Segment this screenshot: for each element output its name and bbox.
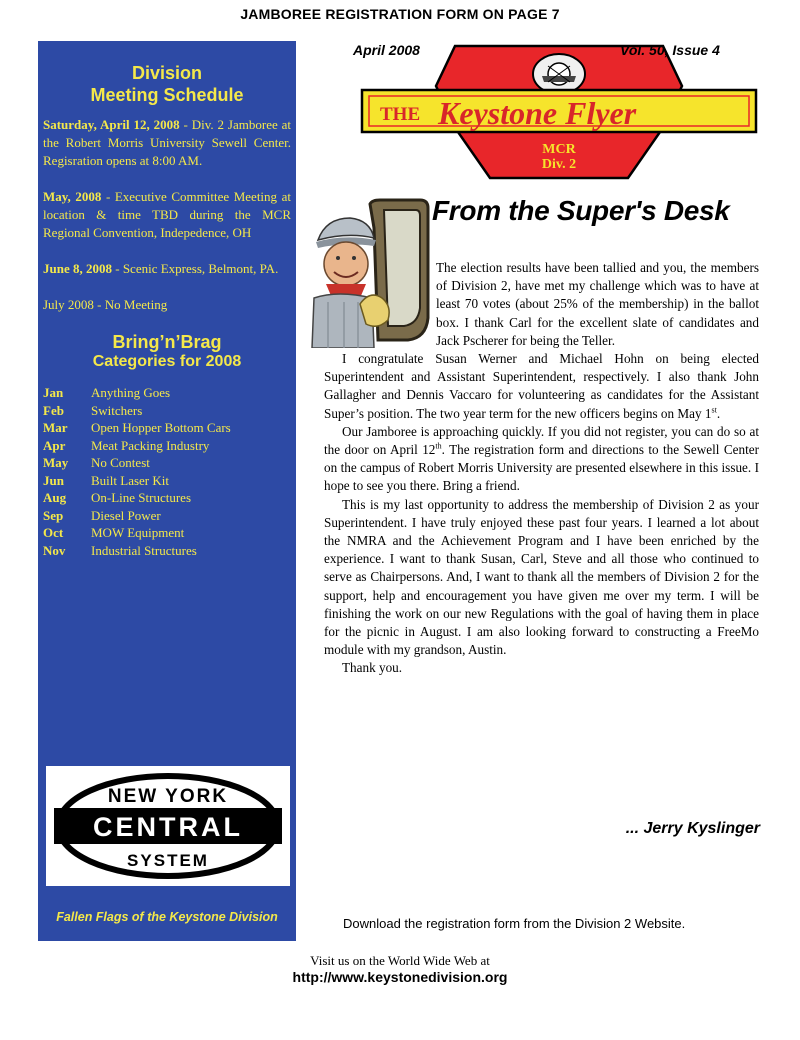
author-signature: ... Jerry Kyslinger <box>625 820 760 837</box>
svg-text:Div. 2: Div. 2 <box>541 157 577 172</box>
svg-text:SYSTEM: SYSTEM <box>127 851 209 870</box>
article-paragraph: Our Jamboree is approaching quickly. If you did not register, you can do so at the door on April 12th. The registration form and directions to the Sewell Center on the campus of Robert Morris University are presented elsewhere in this issue. I hope to see you there. Bring a friend. <box>324 423 759 494</box>
download-note: Download the registration form from the Division 2 Website. <box>343 916 686 931</box>
meeting-item: July 2008 - No Meeting <box>43 297 168 312</box>
meeting-item: Saturday, April 12, 2008 - Div. 2 Jamboree at the Robert Morris University Sewell Center. Regisration opens at 8:00 AM. <box>43 117 292 168</box>
keystone-flyer-masthead <box>360 40 760 185</box>
category-row: May No Contest <box>43 455 150 470</box>
schedule-heading: Division Meeting Schedule <box>90 63 244 105</box>
registration-banner: JAMBOREE REGISTRATION FORM ON PAGE 7 <box>240 6 560 22</box>
svg-text:Keystone Flyer: Keystone Flyer <box>438 95 637 131</box>
svg-text:CENTRAL: CENTRAL <box>93 812 243 842</box>
svg-text:THE: THE <box>380 104 421 125</box>
category-row: Apr Meat Packing Industry <box>43 437 210 453</box>
category-list <box>38 384 296 559</box>
category-row: Mar Open Hopper Bottom Cars <box>43 420 231 435</box>
article-body <box>324 259 759 678</box>
issue-volume: Vol. 50, Issue 4 <box>620 42 720 58</box>
nyc-logo-icon <box>50 770 286 882</box>
sidebar <box>38 41 296 941</box>
category-row: Sep Diesel Power <box>43 507 161 523</box>
article-title: From the Super's Desk <box>432 195 730 226</box>
article-paragraph: This is my last opportunity to address the membership of Division 2 as your Superintendent. I have truly enjoyed these past four years. I learned a lot about the NMRA and the Achievement Program and I have been enriched by the experience. I want to thank Susan, Carl, Steve and all those who continued to serve as Chairpersons. And, I want to thank all the members of Division 2 for the support, help and encouragement you have given me over my term. I will be finishing the work on our new Regulations with the goal of having them in place for the picnic in August. I am also looking forward to constructing a FreeMo module with my grandson, Austin. <box>324 496 759 658</box>
category-row: Feb Switchers <box>43 402 143 418</box>
logo-caption: Fallen Flags of the Keystone Division <box>56 910 278 924</box>
issue-date: April 2008 <box>353 42 420 58</box>
website-link[interactable]: http://www.keystonedivision.org <box>292 969 508 985</box>
category-row: Oct MOW Equipment <box>43 525 185 540</box>
category-row: Jun Built Laser Kit <box>43 472 169 488</box>
category-row: Nov Industrial Structures <box>43 542 197 558</box>
article-paragraph: Thank you. <box>342 660 403 676</box>
meeting-list <box>38 106 296 314</box>
bring-n-brag-subheading: Categories for 2008 <box>92 353 242 370</box>
meeting-item: May, 2008 - Executive Committee Meeting at location & time TBD during the MCR Regional Convention, Indepedence, OH <box>43 189 291 240</box>
svg-text:MCR: MCR <box>542 142 576 157</box>
meeting-item: June 8, 2008 - Scenic Express, Belmont, PA. <box>43 261 279 276</box>
keystone-logo-icon <box>360 40 760 185</box>
svg-text:NEW YORK: NEW YORK <box>107 786 229 807</box>
bring-n-brag-heading: Bring’n’Brag <box>112 332 222 352</box>
category-row: Aug On-Line Structures <box>43 490 192 505</box>
article-paragraph: I congratulate Susan Werner and Michael Hohn on being elected Superintendent and Assistant Superintendent, respectively. I also thank John Gallagher and Dennis Vaccaro for volunteering as candidates for the Assistant Super’s position. The two year term for the new officers begins on May 1st. <box>324 351 759 421</box>
footer-text: Visit us on the World Wide Web at <box>310 953 490 968</box>
category-row: Jan Anything Goes <box>43 385 171 400</box>
nyc-system-logo <box>46 766 290 886</box>
article-paragraph: The election results have been tallied and you, the members of Division 2, have met my challenge which was to have at least 70 votes (about 25% of the membership) in the ballot box. I thank Carl for the excellent slate of candidates and Jack Pscherer for being the Teller. <box>436 260 759 348</box>
